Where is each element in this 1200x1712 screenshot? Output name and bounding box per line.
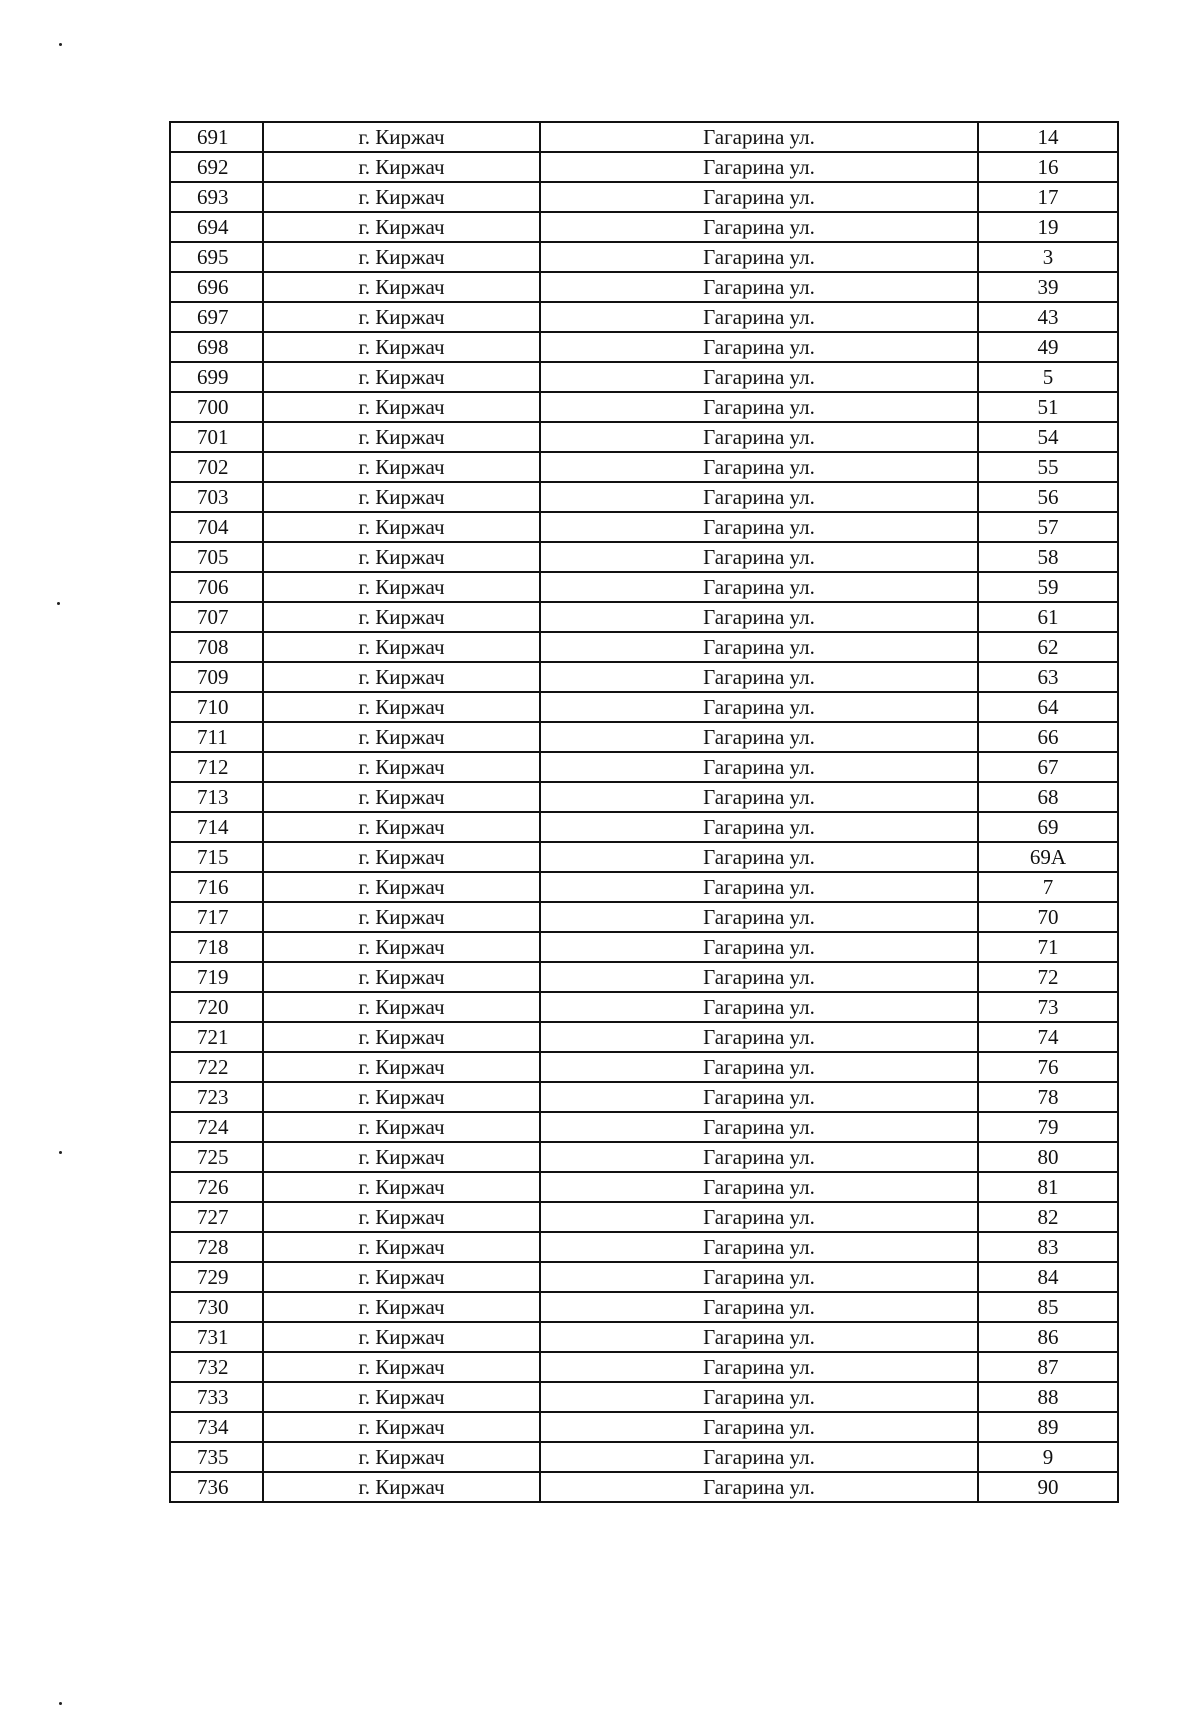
city-cell: г. Киржач xyxy=(263,482,540,512)
house-number-cell: 73 xyxy=(978,992,1118,1022)
row-number-cell: 698 xyxy=(170,332,263,362)
street-cell: Гагарина ул. xyxy=(540,272,978,302)
city-cell: г. Киржач xyxy=(263,872,540,902)
row-number-cell: 715 xyxy=(170,842,263,872)
house-number-cell: 7 xyxy=(978,872,1118,902)
house-number-cell: 39 xyxy=(978,272,1118,302)
house-number-cell: 14 xyxy=(978,122,1118,152)
city-cell: г. Киржач xyxy=(263,692,540,722)
street-cell: Гагарина ул. xyxy=(540,1022,978,1052)
row-number-cell: 700 xyxy=(170,392,263,422)
row-number-cell: 726 xyxy=(170,1172,263,1202)
street-cell: Гагарина ул. xyxy=(540,542,978,572)
row-number-cell: 731 xyxy=(170,1322,263,1352)
city-cell: г. Киржач xyxy=(263,842,540,872)
row-number-cell: 724 xyxy=(170,1112,263,1142)
row-number-cell: 729 xyxy=(170,1262,263,1292)
table-row xyxy=(170,392,1118,422)
city-cell: г. Киржач xyxy=(263,902,540,932)
city-cell: г. Киржач xyxy=(263,962,540,992)
city-cell: г. Киржач xyxy=(263,1022,540,1052)
row-number-cell: 694 xyxy=(170,212,263,242)
street-cell: Гагарина ул. xyxy=(540,932,978,962)
row-number-cell: 734 xyxy=(170,1412,263,1442)
table-row xyxy=(170,1352,1118,1382)
city-cell: г. Киржач xyxy=(263,1292,540,1322)
table-row xyxy=(170,902,1118,932)
table-row xyxy=(170,1112,1118,1142)
city-cell: г. Киржач xyxy=(263,1112,540,1142)
table-row xyxy=(170,632,1118,662)
city-cell: г. Киржач xyxy=(263,992,540,1022)
street-cell: Гагарина ул. xyxy=(540,572,978,602)
street-cell: Гагарина ул. xyxy=(540,152,978,182)
house-number-cell: 49 xyxy=(978,332,1118,362)
scan-speck xyxy=(57,602,60,605)
house-number-cell: 85 xyxy=(978,1292,1118,1322)
street-cell: Гагарина ул. xyxy=(540,692,978,722)
street-cell: Гагарина ул. xyxy=(540,512,978,542)
house-number-cell: 83 xyxy=(978,1232,1118,1262)
table-row xyxy=(170,692,1118,722)
table-row xyxy=(170,1172,1118,1202)
house-number-cell: 69А xyxy=(978,842,1118,872)
table-row xyxy=(170,482,1118,512)
street-cell: Гагарина ул. xyxy=(540,842,978,872)
table-row xyxy=(170,1472,1118,1502)
row-number-cell: 727 xyxy=(170,1202,263,1232)
row-number-cell: 723 xyxy=(170,1082,263,1112)
house-number-cell: 61 xyxy=(978,602,1118,632)
street-cell: Гагарина ул. xyxy=(540,782,978,812)
street-cell: Гагарина ул. xyxy=(540,1292,978,1322)
row-number-cell: 701 xyxy=(170,422,263,452)
row-number-cell: 736 xyxy=(170,1472,263,1502)
house-number-cell: 81 xyxy=(978,1172,1118,1202)
city-cell: г. Киржач xyxy=(263,422,540,452)
city-cell: г. Киржач xyxy=(263,212,540,242)
row-number-cell: 713 xyxy=(170,782,263,812)
city-cell: г. Киржач xyxy=(263,152,540,182)
row-number-cell: 702 xyxy=(170,452,263,482)
street-cell: Гагарина ул. xyxy=(540,332,978,362)
street-cell: Гагарина ул. xyxy=(540,752,978,782)
house-number-cell: 51 xyxy=(978,392,1118,422)
row-number-cell: 703 xyxy=(170,482,263,512)
table-row xyxy=(170,1052,1118,1082)
house-number-cell: 16 xyxy=(978,152,1118,182)
table-row xyxy=(170,752,1118,782)
street-cell: Гагарина ул. xyxy=(540,452,978,482)
scan-speck xyxy=(59,1702,62,1705)
street-cell: Гагарина ул. xyxy=(540,182,978,212)
table-row xyxy=(170,512,1118,542)
street-cell: Гагарина ул. xyxy=(540,1412,978,1442)
city-cell: г. Киржач xyxy=(263,932,540,962)
city-cell: г. Киржач xyxy=(263,1232,540,1262)
street-cell: Гагарина ул. xyxy=(540,722,978,752)
row-number-cell: 699 xyxy=(170,362,263,392)
table-row xyxy=(170,1142,1118,1172)
house-number-cell: 54 xyxy=(978,422,1118,452)
street-cell: Гагарина ул. xyxy=(540,212,978,242)
city-cell: г. Киржач xyxy=(263,122,540,152)
street-cell: Гагарина ул. xyxy=(540,1442,978,1472)
house-number-cell: 19 xyxy=(978,212,1118,242)
street-cell: Гагарина ул. xyxy=(540,1472,978,1502)
row-number-cell: 706 xyxy=(170,572,263,602)
table-row xyxy=(170,362,1118,392)
table-row xyxy=(170,272,1118,302)
city-cell: г. Киржач xyxy=(263,242,540,272)
row-number-cell: 721 xyxy=(170,1022,263,1052)
table-row xyxy=(170,182,1118,212)
house-number-cell: 88 xyxy=(978,1382,1118,1412)
house-number-cell: 64 xyxy=(978,692,1118,722)
street-cell: Гагарина ул. xyxy=(540,362,978,392)
city-cell: г. Киржач xyxy=(263,1172,540,1202)
street-cell: Гагарина ул. xyxy=(540,1352,978,1382)
table-row xyxy=(170,302,1118,332)
city-cell: г. Киржач xyxy=(263,362,540,392)
table-row xyxy=(170,332,1118,362)
row-number-cell: 717 xyxy=(170,902,263,932)
house-number-cell: 80 xyxy=(978,1142,1118,1172)
house-number-cell: 68 xyxy=(978,782,1118,812)
table-row xyxy=(170,722,1118,752)
city-cell: г. Киржач xyxy=(263,1322,540,1352)
city-cell: г. Киржач xyxy=(263,512,540,542)
street-cell: Гагарина ул. xyxy=(540,872,978,902)
city-cell: г. Киржач xyxy=(263,1052,540,1082)
house-number-cell: 63 xyxy=(978,662,1118,692)
street-cell: Гагарина ул. xyxy=(540,422,978,452)
city-cell: г. Киржач xyxy=(263,752,540,782)
house-number-cell: 84 xyxy=(978,1262,1118,1292)
row-number-cell: 708 xyxy=(170,632,263,662)
street-cell: Гагарина ул. xyxy=(540,1322,978,1352)
city-cell: г. Киржач xyxy=(263,572,540,602)
table-row xyxy=(170,122,1118,152)
house-number-cell: 69 xyxy=(978,812,1118,842)
city-cell: г. Киржач xyxy=(263,392,540,422)
house-number-cell: 67 xyxy=(978,752,1118,782)
street-cell: Гагарина ул. xyxy=(540,902,978,932)
street-cell: Гагарина ул. xyxy=(540,992,978,1022)
table-row xyxy=(170,992,1118,1022)
street-cell: Гагарина ул. xyxy=(540,1382,978,1412)
scan-speck xyxy=(59,43,62,46)
row-number-cell: 705 xyxy=(170,542,263,572)
table-row xyxy=(170,212,1118,242)
table-row xyxy=(170,542,1118,572)
house-number-cell: 86 xyxy=(978,1322,1118,1352)
house-number-cell: 9 xyxy=(978,1442,1118,1472)
house-number-cell: 3 xyxy=(978,242,1118,272)
table-row xyxy=(170,782,1118,812)
row-number-cell: 733 xyxy=(170,1382,263,1412)
table-row xyxy=(170,452,1118,482)
row-number-cell: 710 xyxy=(170,692,263,722)
row-number-cell: 728 xyxy=(170,1232,263,1262)
row-number-cell: 722 xyxy=(170,1052,263,1082)
table-row xyxy=(170,1262,1118,1292)
city-cell: г. Киржач xyxy=(263,722,540,752)
house-number-cell: 79 xyxy=(978,1112,1118,1142)
table-row xyxy=(170,872,1118,902)
street-cell: Гагарина ул. xyxy=(540,1202,978,1232)
street-cell: Гагарина ул. xyxy=(540,1112,978,1142)
table-row xyxy=(170,1382,1118,1412)
city-cell: г. Киржач xyxy=(263,182,540,212)
row-number-cell: 718 xyxy=(170,932,263,962)
row-number-cell: 716 xyxy=(170,872,263,902)
city-cell: г. Киржач xyxy=(263,782,540,812)
row-number-cell: 695 xyxy=(170,242,263,272)
house-number-cell: 89 xyxy=(978,1412,1118,1442)
scan-speck xyxy=(59,1151,62,1154)
street-cell: Гагарина ул. xyxy=(540,242,978,272)
city-cell: г. Киржач xyxy=(263,1082,540,1112)
row-number-cell: 709 xyxy=(170,662,263,692)
row-number-cell: 696 xyxy=(170,272,263,302)
street-cell: Гагарина ул. xyxy=(540,302,978,332)
table-row xyxy=(170,662,1118,692)
row-number-cell: 719 xyxy=(170,962,263,992)
table-row xyxy=(170,812,1118,842)
table-row xyxy=(170,842,1118,872)
row-number-cell: 714 xyxy=(170,812,263,842)
row-number-cell: 704 xyxy=(170,512,263,542)
street-cell: Гагарина ул. xyxy=(540,1262,978,1292)
table-row xyxy=(170,1082,1118,1112)
house-number-cell: 66 xyxy=(978,722,1118,752)
city-cell: г. Киржач xyxy=(263,1262,540,1292)
house-number-cell: 72 xyxy=(978,962,1118,992)
row-number-cell: 707 xyxy=(170,602,263,632)
city-cell: г. Киржач xyxy=(263,1412,540,1442)
row-number-cell: 691 xyxy=(170,122,263,152)
address-table xyxy=(169,121,1119,1503)
house-number-cell: 55 xyxy=(978,452,1118,482)
city-cell: г. Киржач xyxy=(263,1352,540,1382)
city-cell: г. Киржач xyxy=(263,302,540,332)
city-cell: г. Киржач xyxy=(263,332,540,362)
street-cell: Гагарина ул. xyxy=(540,392,978,422)
street-cell: Гагарина ул. xyxy=(540,962,978,992)
row-number-cell: 697 xyxy=(170,302,263,332)
city-cell: г. Киржач xyxy=(263,1442,540,1472)
row-number-cell: 692 xyxy=(170,152,263,182)
street-cell: Гагарина ул. xyxy=(540,1052,978,1082)
street-cell: Гагарина ул. xyxy=(540,482,978,512)
table-row xyxy=(170,1412,1118,1442)
table-row xyxy=(170,1202,1118,1232)
house-number-cell: 57 xyxy=(978,512,1118,542)
street-cell: Гагарина ул. xyxy=(540,812,978,842)
row-number-cell: 725 xyxy=(170,1142,263,1172)
table-row xyxy=(170,1442,1118,1472)
house-number-cell: 70 xyxy=(978,902,1118,932)
house-number-cell: 74 xyxy=(978,1022,1118,1052)
house-number-cell: 5 xyxy=(978,362,1118,392)
city-cell: г. Киржач xyxy=(263,542,540,572)
table-row xyxy=(170,1292,1118,1322)
house-number-cell: 56 xyxy=(978,482,1118,512)
table-row xyxy=(170,962,1118,992)
house-number-cell: 82 xyxy=(978,1202,1118,1232)
table-row xyxy=(170,572,1118,602)
street-cell: Гагарина ул. xyxy=(540,632,978,662)
house-number-cell: 87 xyxy=(978,1352,1118,1382)
table-row xyxy=(170,932,1118,962)
table-row xyxy=(170,242,1118,272)
house-number-cell: 90 xyxy=(978,1472,1118,1502)
city-cell: г. Киржач xyxy=(263,602,540,632)
city-cell: г. Киржач xyxy=(263,452,540,482)
house-number-cell: 62 xyxy=(978,632,1118,662)
city-cell: г. Киржач xyxy=(263,812,540,842)
city-cell: г. Киржач xyxy=(263,662,540,692)
street-cell: Гагарина ул. xyxy=(540,1082,978,1112)
street-cell: Гагарина ул. xyxy=(540,602,978,632)
city-cell: г. Киржач xyxy=(263,1382,540,1412)
row-number-cell: 732 xyxy=(170,1352,263,1382)
house-number-cell: 17 xyxy=(978,182,1118,212)
city-cell: г. Киржач xyxy=(263,632,540,662)
city-cell: г. Киржач xyxy=(263,1142,540,1172)
city-cell: г. Киржач xyxy=(263,1202,540,1232)
table-row xyxy=(170,1322,1118,1352)
row-number-cell: 730 xyxy=(170,1292,263,1322)
city-cell: г. Киржач xyxy=(263,272,540,302)
table-row xyxy=(170,1232,1118,1262)
row-number-cell: 712 xyxy=(170,752,263,782)
street-cell: Гагарина ул. xyxy=(540,1232,978,1262)
row-number-cell: 693 xyxy=(170,182,263,212)
house-number-cell: 43 xyxy=(978,302,1118,332)
table-row xyxy=(170,602,1118,632)
street-cell: Гагарина ул. xyxy=(540,1142,978,1172)
table-row xyxy=(170,152,1118,182)
row-number-cell: 720 xyxy=(170,992,263,1022)
city-cell: г. Киржач xyxy=(263,1472,540,1502)
street-cell: Гагарина ул. xyxy=(540,122,978,152)
house-number-cell: 78 xyxy=(978,1082,1118,1112)
house-number-cell: 76 xyxy=(978,1052,1118,1082)
house-number-cell: 71 xyxy=(978,932,1118,962)
house-number-cell: 58 xyxy=(978,542,1118,572)
address-table-body xyxy=(170,122,1118,1502)
row-number-cell: 735 xyxy=(170,1442,263,1472)
table-row xyxy=(170,1022,1118,1052)
row-number-cell: 711 xyxy=(170,722,263,752)
house-number-cell: 59 xyxy=(978,572,1118,602)
street-cell: Гагарина ул. xyxy=(540,1172,978,1202)
street-cell: Гагарина ул. xyxy=(540,662,978,692)
table-row xyxy=(170,422,1118,452)
